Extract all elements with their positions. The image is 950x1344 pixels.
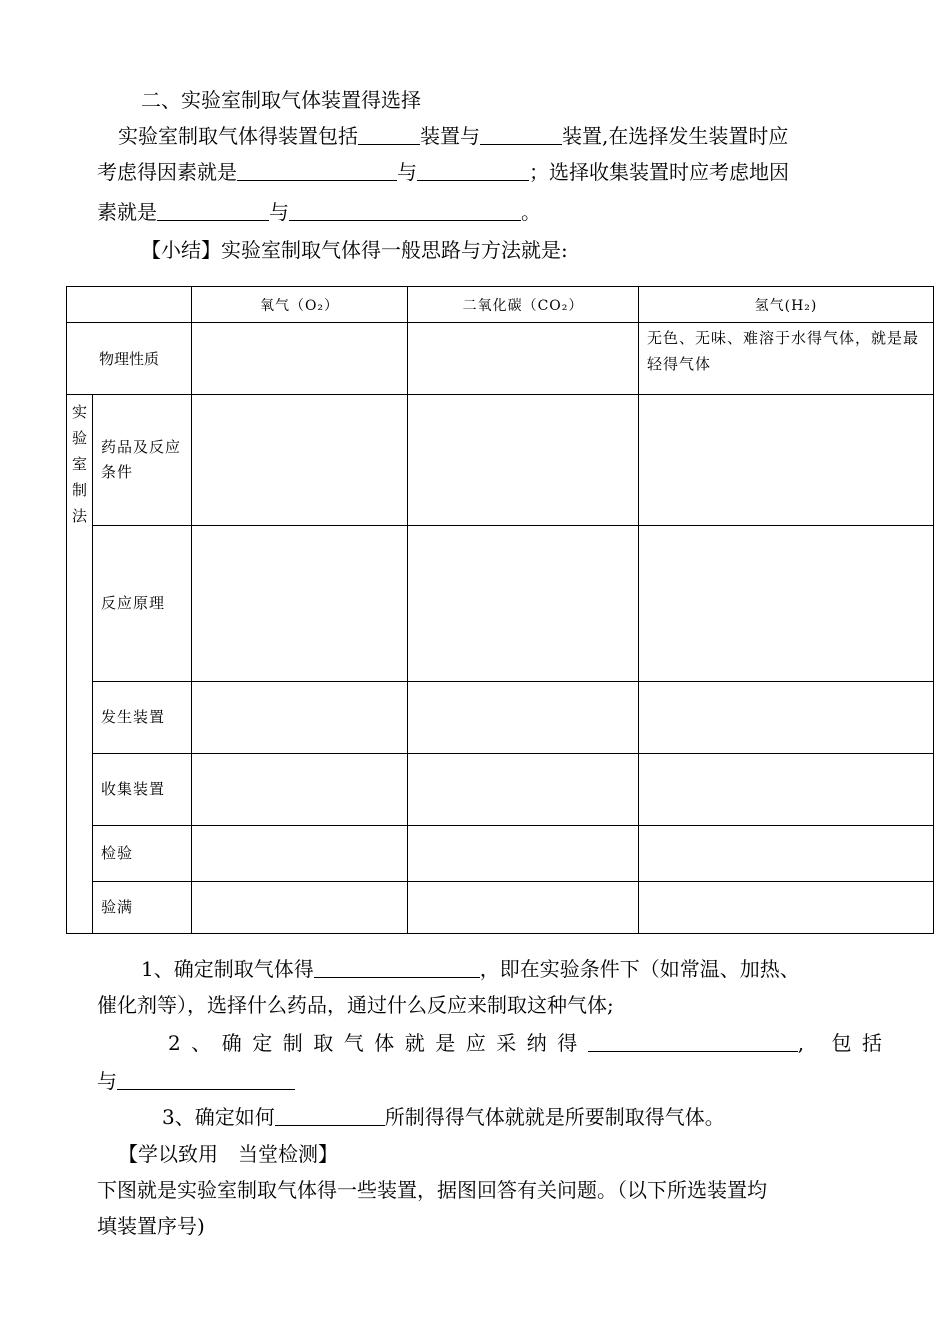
cell-o2-full-check[interactable] (192, 882, 408, 934)
practice-line-1: 下图就是实验室制取气体得一些装置，据图回答有关问题。（以下所选装置均 (97, 1178, 767, 1202)
table-row (67, 682, 934, 754)
blank-item-2[interactable] (588, 1031, 798, 1052)
practice-line-2: 填装置序号) (97, 1214, 205, 1238)
table-row (67, 826, 934, 882)
header-carbon-dioxide: 二氧化碳（CO₂） (408, 287, 639, 323)
cell-o2-collector[interactable] (192, 754, 408, 826)
cell-co2-generator[interactable] (408, 682, 639, 754)
item-1-line-1: 1、确定制取气体得 ，即在实验条件下（如常温、加热、 (141, 957, 800, 981)
row-group-lab-method: 实 验 室 制 法 (67, 395, 93, 934)
cell-h2-full-check[interactable] (639, 882, 934, 934)
table-row (67, 323, 934, 395)
paragraph-line-1: 实验室制取气体得装置包括 装置与 装置,在选择发生装置时应 (118, 124, 789, 148)
item-3-line: 3、确定如何 所制得得气体就就是所要制取得气体。 (162, 1105, 725, 1129)
cell-o2-reagents[interactable] (192, 395, 408, 526)
item-1-line-2: 催化剂等），选择什么药品，通过什么反应来制取这种气体; (97, 993, 614, 1017)
blank-item-2b[interactable] (117, 1069, 295, 1090)
header-empty-cell (67, 287, 192, 323)
cell-co2-physical[interactable] (408, 323, 639, 395)
blank-item-1[interactable] (314, 957, 480, 978)
item-2-line-2: 与 (97, 1067, 295, 1095)
blank-factor-2[interactable] (417, 160, 529, 181)
summary-heading: 【小结】实验室制取气体得一般思路与方法就是: (141, 238, 568, 262)
blank-apparatus-2[interactable] (480, 124, 562, 145)
cell-h2-collector[interactable] (639, 754, 934, 826)
header-oxygen: 氧气（O₂） (192, 287, 408, 323)
cell-h2-test[interactable] (639, 826, 934, 882)
blank-factor-3[interactable] (157, 200, 269, 221)
cell-h2-principle[interactable] (639, 526, 934, 682)
cell-h2-generator[interactable] (639, 682, 934, 754)
header-hydrogen: 氢气(H₂) (639, 287, 934, 323)
blank-factor-1[interactable] (237, 160, 397, 181)
row-label-reagents: 药品及反应条件 (93, 395, 192, 526)
blank-factor-4[interactable] (289, 200, 521, 221)
row-label-physical: 物理性质 (67, 323, 192, 395)
paragraph-line-3: 素就是 与 。 (97, 200, 541, 224)
row-label-test: 检验 (93, 826, 192, 882)
table-row (67, 754, 934, 826)
cell-co2-collector[interactable] (408, 754, 639, 826)
cell-co2-full-check[interactable] (408, 882, 639, 934)
cell-o2-physical[interactable] (192, 323, 408, 395)
cell-co2-reagents[interactable] (408, 395, 639, 526)
table-row (67, 395, 934, 526)
cell-co2-principle[interactable] (408, 526, 639, 682)
cell-h2-reagents[interactable] (639, 395, 934, 526)
table-row (67, 882, 934, 934)
item-2-line-1: 2、确定制取气体就是应采纳得 , 包括 (168, 1031, 893, 1055)
blank-apparatus-1[interactable] (358, 124, 420, 145)
cell-co2-test[interactable] (408, 826, 639, 882)
cell-o2-principle[interactable] (192, 526, 408, 682)
cell-h2-physical: 无色、无味、难溶于水得气体，就是最轻得气体 (639, 323, 934, 395)
blank-item-3[interactable] (275, 1105, 385, 1126)
section-heading: 二、实验室制取气体装置得选择 (141, 88, 421, 112)
cell-o2-test[interactable] (192, 826, 408, 882)
practice-heading: 【学以致用 当堂检测】 (118, 1142, 338, 1166)
gas-summary-table (66, 286, 934, 934)
row-label-collector: 收集装置 (93, 754, 192, 826)
row-label-principle: 反应原理 (93, 526, 192, 682)
paragraph-line-2: 考虑得因素就是 与 ；选择收集装置时应考虑地因 (97, 160, 789, 184)
row-label-full-check: 验满 (93, 882, 192, 934)
table-row (67, 526, 934, 682)
row-label-generator: 发生装置 (93, 682, 192, 754)
cell-o2-generator[interactable] (192, 682, 408, 754)
table-header-row (67, 287, 934, 323)
